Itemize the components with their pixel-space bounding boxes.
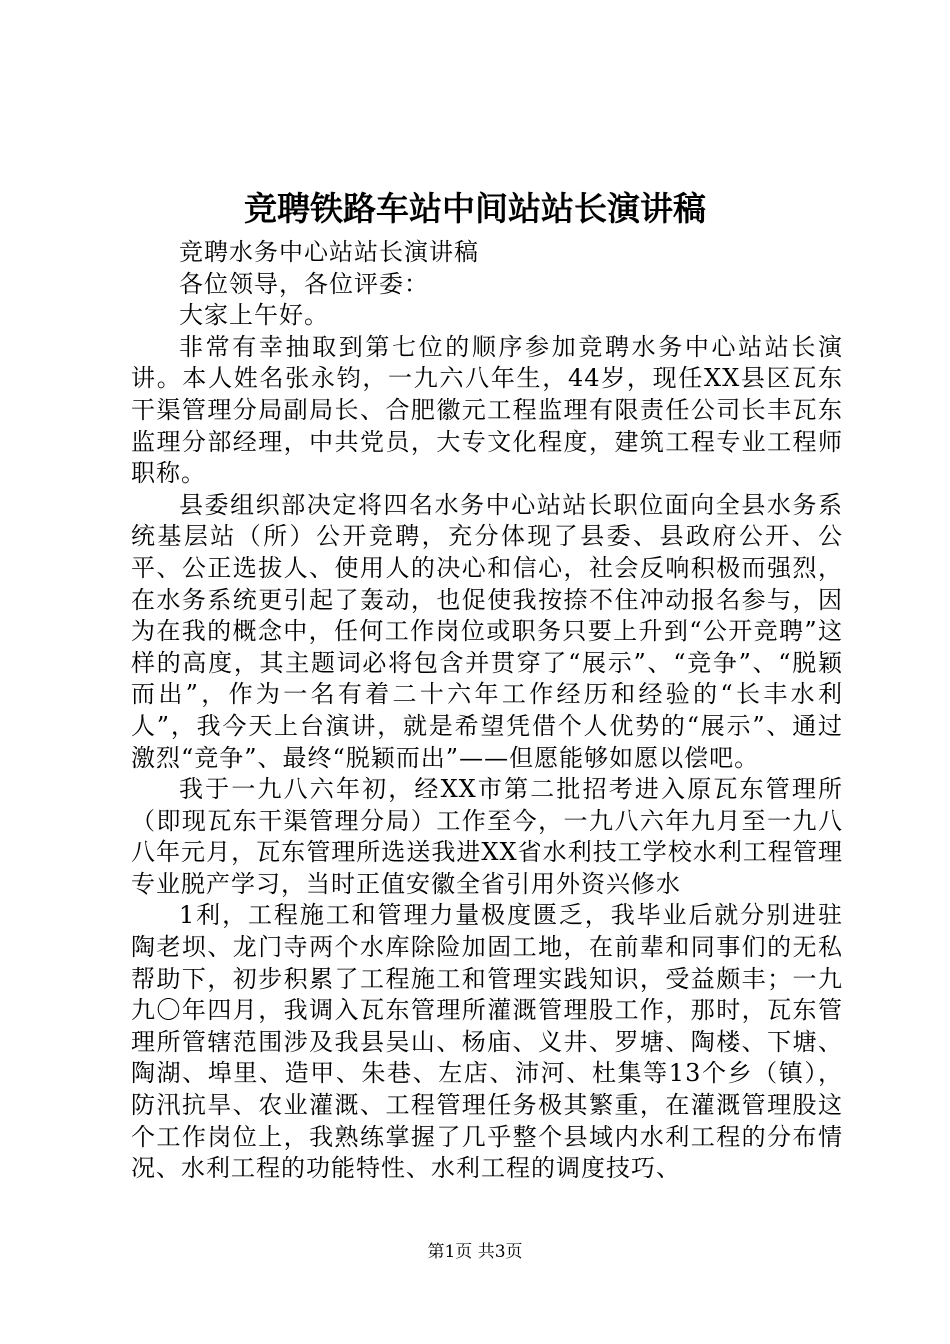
document-body bbox=[131, 237, 843, 1185]
document-title: 竞聘铁路车站中间站站长演讲稿 bbox=[244, 189, 706, 228]
paragraph-motivation: 县委组织部决定将四名水务中心站站长职位面向全县水务系统基层站（所）公开竞聘，充分体现了县委、县政府公开、公平、公正选拔人、使用人的决心和信心，社会反响积极而强烈，在水务系统更引起了轰动，也促使我按捺不住冲动报名参与，因为在我的概念中，任何工作岗位或职务只要上升到“公开竞聘”这样的高度，其主题词必将包含并贯穿了“展示”、“竞争”、“脱颖而出”，作为一名有着二十六年工作经历和经验的“长丰水利人”，我今天上台演讲，就是希望凭借个人优势的“展示”、通过激烈“竞争”、最终“脱颖而出”——但愿能够如愿以偿吧。 bbox=[131, 490, 843, 772]
paragraph-salutation: 各位领导，各位评委： bbox=[179, 269, 429, 298]
paragraph-career-start: 我于一九八六年初，经XX市第二批招考进入原瓦东管理所（即现瓦东干渠管理分局）工作至今，一九八六年九月至一九八八年元月，瓦东管理所选送我进XX省水利技工学校水利工程管理专业脱产学习，当时正值安徽全省引用外资兴修水 bbox=[131, 775, 843, 898]
paragraph-introduction: 非常有幸抽取到第七位的顺序参加竞聘水务中心站站长演讲。本人姓名张永钧，一九六八年生，44岁，现任XX县区瓦东干渠管理分局副局长、合肥徽元工程监理有限责任公司长丰瓦东监理分部经理，中共党员，大专文化程度，建筑工程专业工程师职称。 bbox=[131, 332, 843, 488]
paragraph-subtitle: 竞聘水务中心站站长演讲稿 bbox=[179, 238, 479, 266]
paragraph-greeting: 大家上午好。 bbox=[179, 301, 329, 330]
paragraph-career-experience: 1利，工程施工和管理力量极度匮乏，我毕业后就分别进驻陶老坝、龙门寺两个水库除险加固工地，在前辈和同事们的无私帮助下，初步积累了工程施工和管理实践知识，受益颇丰；一九九〇年四月，我调入瓦东管理所灌溉管理股工作，那时，瓦东管理所管辖范围涉及我县吴山、杨庙、义井、罗塘、陶楼、下塘、陶湖、埠里、造甲、朱巷、左店、沛河、杜集等13个乡（镇），防汛抗旱、农业灌溉、工程管理任务极其繁重，在灌溉管理股这个工作岗位上，我熟练掌握了几乎整个县域内水利工程的分布情况、水利工程的功能特性、水利工程的调度技巧、 bbox=[131, 901, 843, 1183]
page-number-footer: 第1页 共3页 bbox=[427, 1242, 523, 1262]
